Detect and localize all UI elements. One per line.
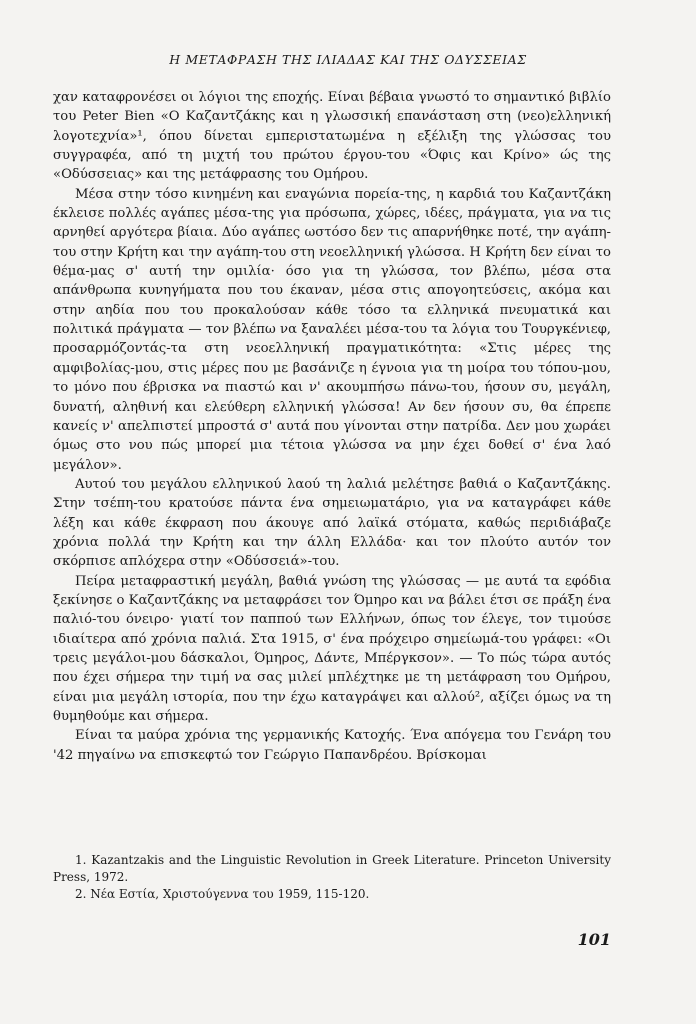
body-text <box>53 88 611 765</box>
running-head: Η ΜΕΤΑΦΡΑΣΗ ΤΗΣ ΙΛΙΑΔΑΣ ΚΑΙ ΤΗΣ ΟΔΥΣΣΕΙΑΣ <box>169 52 527 67</box>
footnote-1: 1. Kazantzakis and the Linguistic Revolution in Greek Literature. Princeton University Press, 1972. <box>53 853 611 884</box>
page-number: 101 <box>577 930 611 949</box>
paragraph-3: Αυτού του μεγάλου ελληνικού λαού τη λαλιά μελέτησε βαθιά ο Καζαντζάκης. Στην τσέπη-του κρατούσε πάντα ένα σημειωματάριο, για να καταγράφει κάθε λέξη και κάθε έκφραση που άκουγε από λαϊκά στόματα, καθώς περιδιάβαζε χρόνια πολλά την Κρήτη και την άλλη Ελλάδα· και τον πλούτο αυτόν τον σκόρπισε απλόχερα στην «Οδύσσειά»-του. <box>53 476 611 570</box>
footnotes <box>53 852 611 903</box>
paragraph-5: Είναι τα μαύρα χρόνια της γερμανικής Κατοχής. Ένα απόγεμα του Γενάρη του '42 πηγαίνω να επισκεφτώ τον Γεώργιο Παπανδρέου. Βρίσκομαι <box>53 728 611 763</box>
paragraph-4: Πείρα μεταφραστική μεγάλη, βαθιά γνώση της γλώσσας — με αυτά τα εφόδια ξεκίνησε ο Καζαντζάκης να μεταφράσει τον Όμηρο και να βάλει έτσι σε πράξη ένα παλιό-του όνειρο· γιατί τον παππού των Ελλήνων, όπως τον έλεγε, τον τιμούσε ιδιαίτερα από χρόνια παλιά. Στα 1915, σ' ένα πρόχειρο σημείωμά-του γράφει: «Οι τρεις μεγάλοι-μου δάσκαλοι, Όμηρος, Δάντε, Μπέργκσον». — Το πώς τώρα αυτός που έχει σήμερα την τιμή να σας μιλεί μπλέχτηκε με τη μετάφραση του Ομήρου, είναι μια μεγάλη ιστορία, που την έχω καταγράψει και αλλού², αξίζει όμως να τη θυμηθούμε και σήμερα. <box>53 573 611 724</box>
paragraph-1: χαν καταφρονέσει οι λόγιοι της εποχής. Είναι βέβαια γνωστό το σημαντικό βιβλίο του Peter Bien «Ο Καζαντζάκης και η γλωσσική επανάσταση στη (νεο)ελληνική λογοτεχνία»¹, όπου δίνεται εμπεριστατωμένα η εξέλιξη της γλώσσας του συγγραφέα, από τη μιχτή του πρώτου έργου-του «Όφις και Κρίνο» ώς της «Οδύσσειας» και της μετάφρασης του Ομήρου. <box>53 90 611 183</box>
footnote-2: 2. Νέα Εστία, Χριστούγεννα του 1959, 115-120. <box>75 887 370 901</box>
paragraph-2: Μέσα στην τόσο κινημένη και εναγώνια πορεία-της, η καρδιά του Καζαντζάκη έκλεισε πολλές αγάπες μέσα-της για πρόσωπα, χώρες, ιδέες, πράγματα, για να τις αρνηθεί αργότερα βίαια. Δύο αγάπες ωστόσο δεν τις απαρνήθηκε ποτέ, την αγάπη-του στην Κρήτη και την αγάπη-του στη νεοελληνική γλώσσα. Η Κρήτη δεν είναι το θέμα-μας σ' αυτή την ομιλία· όσο για τη γλώσσα, τον βλέπω, μέσα στα απάνθρωπα κυνηγήματα που του έκαναν, μέσα στις απογοητεύσεις, ακόμα και στην αηδία που του προκαλούσαν κάθε τόσο τα ελληνικά πνευματικά και πολιτικά πράγματα — τον βλέπω να ξαναλέει μέσα-του τα λόγια του Τουργκένιεφ, προσαρμόζοντάς-τα στη νεοελληνική πραγματικότητα: «Στις μέρες της αμφιβολίας-μου, στις μέρες που με βασάνιζε η έγνοια για τη μοίρα του τόπου-μου, το μόνο που έβρισκα να πιαστώ και ν' ακουμπήσω πάνω-του, ήσουν συ, μεγάλη, δυνατή, αληθινή και ελεύθερη ελληνική γλώσσα! Αν δεν ήσουν συ, θα έπρεπε κανείς ν' απελπιστεί μπροστά σ' αυτά που γίνονται στην πατρίδα. Δεν μου χωράει όμως στο νου πώς μπορεί μια τέτοια γλώσσα να μην έχει δοθεί σ' ένα λαό μεγάλον». <box>53 186 611 473</box>
